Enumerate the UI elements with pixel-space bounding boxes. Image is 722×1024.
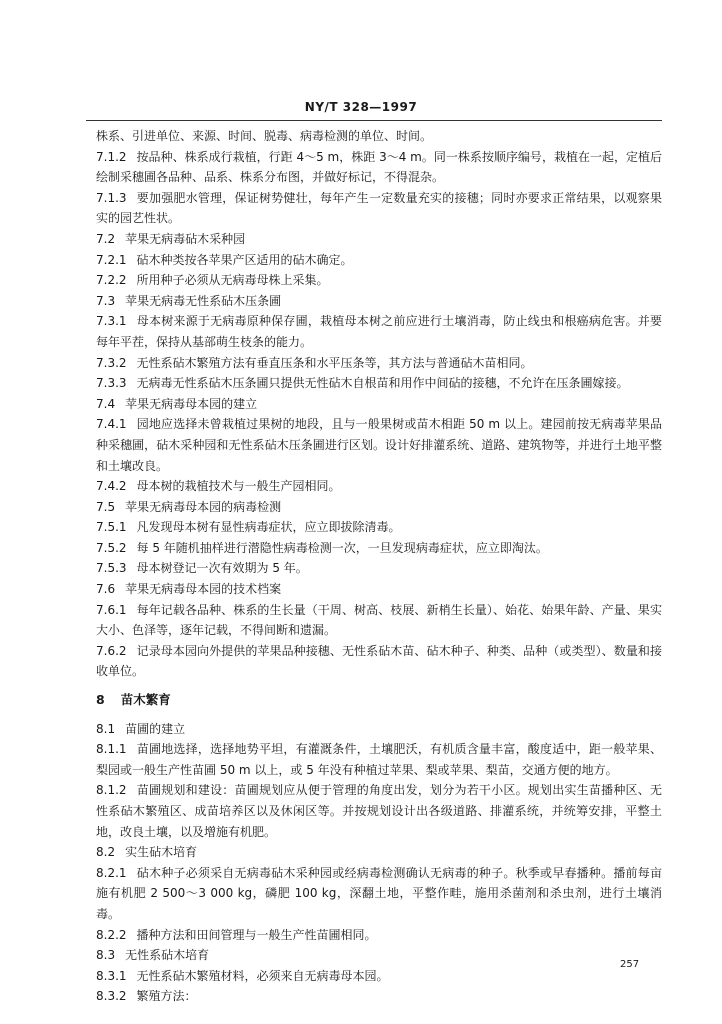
paragraph xyxy=(96,579,662,600)
paragraph xyxy=(96,538,662,559)
clause-text: 苹果无病毒砧木采种园 xyxy=(125,231,246,246)
clause-number: 7.1.2 xyxy=(96,149,127,164)
clause-text: 播种方法和田间管理与一般生产性苗圃相同。 xyxy=(136,927,377,942)
clause-text: 所用种子必须从无病毒母株上采集。 xyxy=(136,273,329,288)
clause-text: 砧木种类按各苹果产区适用的砧木确定。 xyxy=(136,252,353,267)
paragraph xyxy=(96,414,662,476)
clause-number: 7.6 xyxy=(96,582,116,597)
clause-text: 母本树登记一次有效期为 5 年。 xyxy=(136,561,308,576)
paragraph xyxy=(96,558,662,579)
clause-text: 砧木种子必须采自无病毒砧木采种园或经病毒检测确认无病毒的种子。秋季或早春播种。播前每亩施有机肥 2 500～3 000 kg，磷肥 100 kg，深翻土地，平整作畦，施用杀菌剂和杀虫剂，进行土壤消毒。 xyxy=(96,865,662,921)
paragraph xyxy=(96,188,662,229)
paragraph xyxy=(96,986,662,1007)
clause-text: 苗圃的建立 xyxy=(125,721,186,736)
clause-number: 7.2.1 xyxy=(96,252,127,267)
clause-number: 7.6.2 xyxy=(96,643,127,658)
page-number: 257 xyxy=(620,959,640,970)
paragraph xyxy=(96,311,662,352)
paragraph xyxy=(96,373,662,394)
clause-number: 7.3 xyxy=(96,293,116,308)
clause-number: 7.4.2 xyxy=(96,479,127,494)
clause-number: 7.6.1 xyxy=(96,602,127,617)
paragraph xyxy=(96,270,662,291)
clause-text: 苹果无病毒无性系砧木压条圃 xyxy=(125,293,282,308)
clause-number: 8.3.2 xyxy=(96,989,127,1004)
paragraph xyxy=(96,966,662,987)
clause-text: 无性系砧木繁殖方法有垂直压条和水平压条等，其方法与普通砧木苗相同。 xyxy=(136,355,533,370)
paragraph xyxy=(96,863,662,925)
clause-number: 7.3.1 xyxy=(96,314,127,329)
clause-text: 记录母本园向外提供的苹果品种接穗、无性系砧木苗、砧木种子、种类、品种（或类型）、数量和接收单位。 xyxy=(96,643,662,679)
paragraph xyxy=(96,600,662,641)
clause-number: 8.2.1 xyxy=(96,865,127,880)
clause-text: 园地应选择未曾栽植过果树的地段，且与一般果树或苗木相距 50 m 以上。建园前按无病毒苹果品种采穗圃，砧木采种园和无性系砧木压条圃进行区划。设计好排灌系统、道路、建筑物等，并进行土地平整和土壤改良。 xyxy=(96,417,662,473)
clause-number: 7.5.3 xyxy=(96,561,127,576)
document-body xyxy=(96,126,662,1007)
paragraph xyxy=(96,517,662,538)
clause-number: 8.1 xyxy=(96,721,116,736)
paragraph xyxy=(96,641,662,682)
clause-text: 无病毒无性系砧木压条圃只提供无性砧木自根苗和用作中间砧的接穗，不允许在压条圃嫁接。 xyxy=(136,376,629,391)
clause-number: 7.4.1 xyxy=(96,417,127,432)
paragraph xyxy=(96,739,662,780)
clause-text: 株系、引进单位、来源、时间、脱毒、病毒检测的单位、时间。 xyxy=(96,129,433,143)
clause-number: 7.2 xyxy=(96,231,116,246)
clause-text: 无性系砧木培育 xyxy=(125,948,210,963)
clause-number: 7.3.3 xyxy=(96,376,127,391)
clause-text: 凡发现母本树有显性病毒症状，应立即拔除清毒。 xyxy=(136,520,401,535)
paragraph xyxy=(96,126,662,147)
clause-text: 按品种、株系成行栽植，行距 4～5 m，株距 3～4 m。同一株系按顺序编号，栽植在一起，定植后绘制采穗圃各品种、品系、株系分布图，并做好标记，不得混杂。 xyxy=(96,149,662,185)
header-rule xyxy=(86,120,662,121)
clause-number: 8.1.1 xyxy=(96,742,127,757)
clause-text: 苹果无病毒母本园的病毒检测 xyxy=(125,499,282,514)
clause-number: 7.5.2 xyxy=(96,540,127,555)
clause-text: 实生砧木培育 xyxy=(125,845,198,860)
paragraph xyxy=(96,842,662,863)
clause-text: 苗木繁育 xyxy=(120,692,171,708)
clause-text: 苹果无病毒母本园的技术档案 xyxy=(125,582,282,597)
clause-text: 要加强肥水管理，保证树势健壮，每年产生一定数量充实的接穗；同时亦要求正常结果，以观察果实的园艺性状。 xyxy=(96,190,662,226)
clause-text: 每 5 年随机抽样进行潜隐性病毒检测一次，一旦发现病毒症状，应立即淘汰。 xyxy=(136,540,548,555)
paragraph xyxy=(96,945,662,966)
clause-text: 苗圃地选择，选择地势平坦，有灌溉条件，土壤肥沃，有机质含量丰富，酸度适中，距一般苹果、梨园或一般生产性苗圃 50 m 以上，或 5 年没有种植过苹果、梨或苹果、梨苗，交通方便的地方。 xyxy=(96,742,662,777)
clause-text: 母本树来源于无病毒原种保存圃，栽植母本树之前应进行土壤消毒，防止线虫和根癌病危害。并要每年平茬，保持从基部萌生枝条的能力。 xyxy=(96,314,662,349)
clause-text: 每年记载各品种、株系的生长量（干周、树高、枝展、新梢生长量）、始花、始果年龄、产量、果实大小、色泽等，逐年记载，不得间断和遗漏。 xyxy=(96,602,662,638)
paragraph xyxy=(96,476,662,497)
paragraph xyxy=(96,925,662,946)
clause-number: 8.2.2 xyxy=(96,927,127,942)
clause-number: 7.5.1 xyxy=(96,520,127,535)
paragraph xyxy=(96,353,662,374)
clause-number: 8.2 xyxy=(96,845,116,860)
clause-text: 繁殖方法： xyxy=(136,989,197,1004)
page-header: NY/T 328—1997 xyxy=(304,100,418,114)
section-heading xyxy=(96,690,662,711)
paragraph xyxy=(96,291,662,312)
clause-text: 母本树的栽植技术与一般生产园相同。 xyxy=(136,479,341,494)
paragraph xyxy=(96,229,662,250)
clause-text: 苗圃规划和建设：苗圃规划应从便于管理的角度出发，划分为若干小区。规划出实生苗播种区、无性系砧木繁殖区、成苗培养区以及休闲区等。并按规划设计出各级道路、排灌系统，并统筹安排，平整土地，改良土壤，以及增施有机肥。 xyxy=(96,783,662,839)
clause-number: 7.5 xyxy=(96,499,116,514)
paragraph xyxy=(96,147,662,188)
clause-number: 8.1.2 xyxy=(96,783,127,798)
paragraph xyxy=(96,719,662,740)
clause-number: 8.3.1 xyxy=(96,968,127,983)
paragraph xyxy=(96,394,662,415)
clause-number: 8.3 xyxy=(96,948,116,963)
clause-number: 7.4 xyxy=(96,396,116,411)
clause-text: 苹果无病毒母本园的建立 xyxy=(125,396,258,411)
clause-number: 7.3.2 xyxy=(96,355,127,370)
clause-number: 7.1.3 xyxy=(96,190,127,205)
clause-number: 7.2.2 xyxy=(96,273,127,288)
clause-number: 8 xyxy=(96,692,105,708)
clause-text: 无性系砧木繁殖材料，必须来自无病毒母本园。 xyxy=(136,968,389,983)
paragraph xyxy=(96,250,662,271)
paragraph xyxy=(96,780,662,842)
paragraph xyxy=(96,497,662,518)
